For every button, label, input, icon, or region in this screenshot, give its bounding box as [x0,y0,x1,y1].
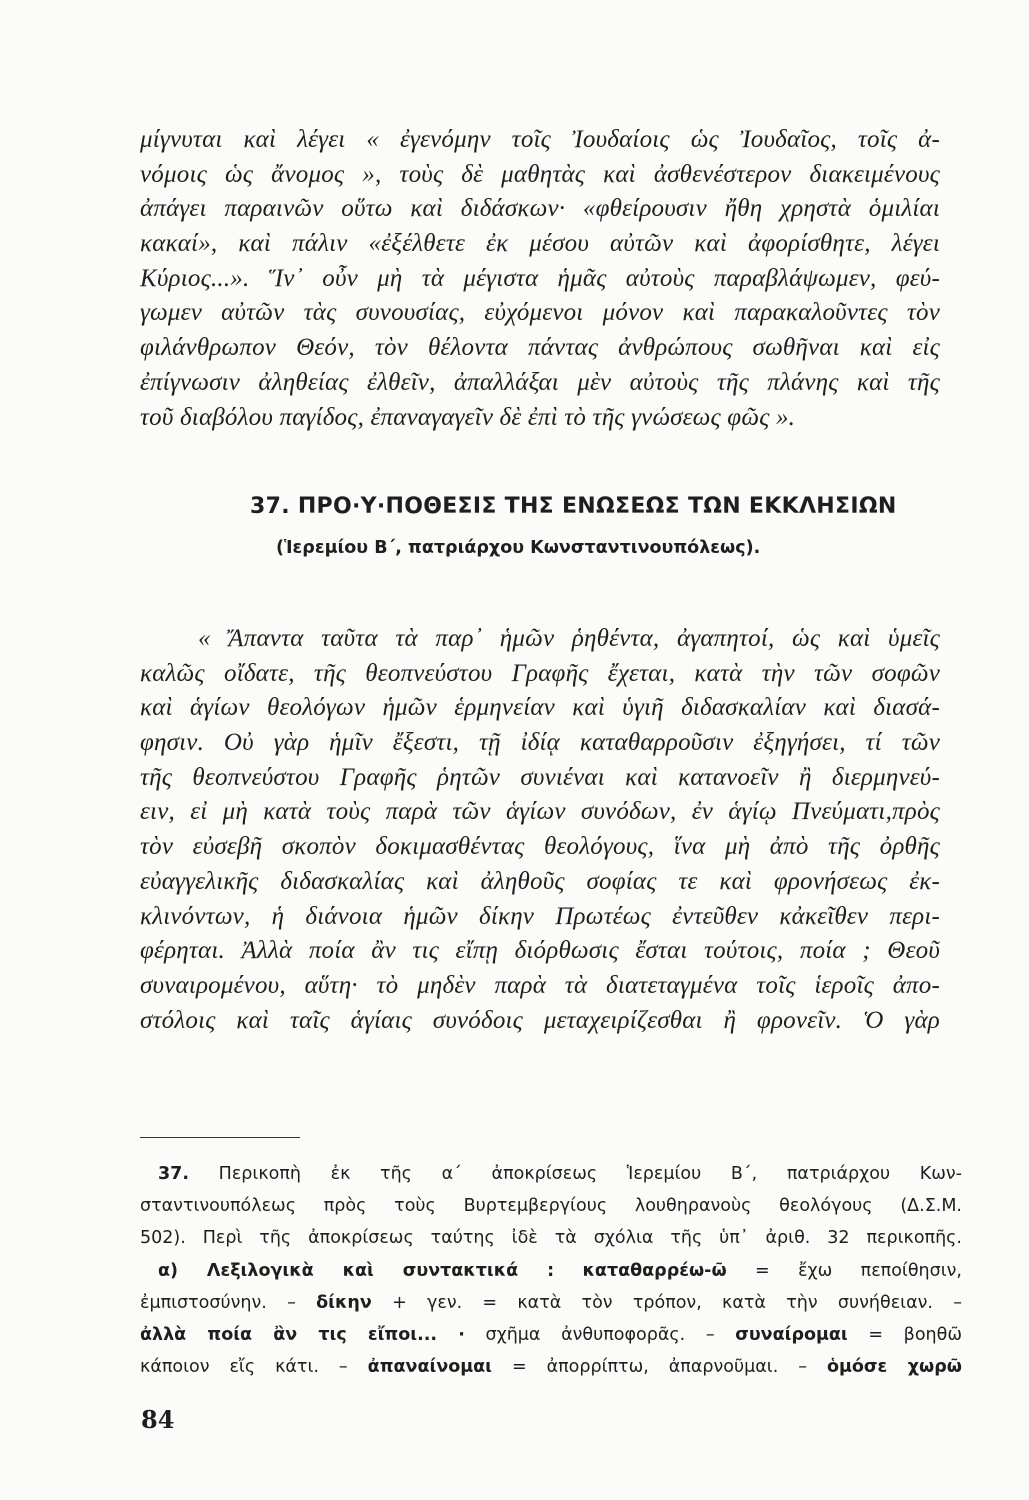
text-line: Κύριος...». Ἵν᾽ οὖν μὴ τὰ μέγιστα ἡμᾶς αὐτοὺς παραβλάψωμεν, φεύ- [140,264,940,292]
text-line: εὐαγγελικῆς διδασκαλίας καὶ ἀληθοῦς σοφίας τε καὶ φρονήσεως ἐκ- [140,867,940,895]
text-line: φέρηται. Ἀλλὰ ποία ἂν τις εἴπῃ διόρθωσις ἔσται τούτοις, ποία ; Θεοῦ [140,937,940,965]
text-block-top [140,123,940,435]
text-block-main [140,622,940,1038]
footnote-line [140,1351,962,1383]
text-line: ειν, εἰ μὴ κατὰ τοὺς παρὰ τῶν ἁγίων συνόδων, ἐν ἁγίῳ Πνεύματι,πρὸς [140,798,940,826]
text-line: « Ἄπαντα ταῦτα τὰ παρ᾽ ἡμῶν ῥηθέντα, ἀγαπητοί, ὡς καὶ ὑμεῖς [198,625,940,652]
text-line: ἀπάγει παραινῶν οὕτω καὶ διδάσκων· «φθείρουσιν ἤθη χρηστὰ ὁμιλίαι [140,195,940,223]
text-line: φησιν. Οὐ γὰρ ἡμῖν ἔξεστι, τῇ ἰδίᾳ καταθαρροῦσιν ἐξηγήσει, τί τῶν [140,729,940,757]
footnote-line: 502). Περὶ τῆς ἀποκρίσεως ταύτης ἰδὲ τὰ σχόλια τῆς ὑπ᾽ ἀριθ. 32 περικοπῆς. [140,1228,962,1249]
text-line: κλινόντων, ἡ διάνοια ἡμῶν δίκην Πρωτέως ἐντεῦθεν κἀκεῖθεν περι- [140,902,940,930]
text-line: κακαί», καὶ πάλιν «ἐξέλθετε ἐκ μέσου αὐτῶν καὶ ἀφορίσθητε, λέγει [140,230,940,258]
text-line: νόμοις ὡς ἄνομος », τοὺς δὲ μαθητὰς καὶ ἀσθενέστερον διακειμένους [140,160,940,188]
text-line: καλῶς οἴδατε, τῆς θεοπνεύστου Γραφῆς ἔχεται, κατὰ τὴν τῶν σοφῶν [140,659,940,687]
footnote-definition: = ἔχω πεποίθησιν, [755,1260,962,1281]
footnote-definition: = ἀπορρίπτω, ἀπαρνοῦμαι. – [511,1357,807,1378]
footnote-term: δίκην [316,1292,372,1313]
footnote-line [140,1319,962,1351]
footnote-block [140,1158,962,1383]
footnote-term: ἀπαναίνομαι [367,1357,492,1378]
text-line: φιλάνθρωπον Θεόν, τὸν θέλοντα πάντας ἀνθρώπους σωθῆναι καὶ εἰς [140,334,940,362]
page-number: 84 [141,1405,175,1434]
footnote-text: Περικοπὴ ἐκ τῆς α΄ ἀποκρίσεως Ἱερεμίου Β΄, πατριάρχου Κων- [218,1164,962,1184]
footnote-definition: + γεν. = κατὰ τὸν τρόπον, κατὰ τὴν συνήθειαν. – [392,1292,962,1313]
footnote-definition: κάποιον εἴς κάτι. – [140,1357,348,1378]
text-line: στόλοις καὶ ταῖς ἁγίαις συνόδοις μεταχειρίζεσθαι ἢ φρονεῖν. Ὁ γὰρ [140,1006,940,1034]
text-line: τοῦ διαβόλου παγίδος, ἐπαναγαγεῖν δὲ ἐπὶ τὸ τῆς γνώσεως φῶς ». [140,403,796,431]
footnote-definition: σχῆμα ἀνθυποφορᾶς. – [485,1324,715,1345]
footnote-label: α) Λεξιλογικὰ καὶ συντακτικά : [158,1260,555,1281]
footnote-line [140,1287,962,1319]
footnote-term: καταθαρρέω-ῶ [582,1260,727,1281]
footnote-number: 37. [158,1164,190,1184]
footnote-term: ἀλλὰ ποία ἂν τις εἴποι... · [140,1324,465,1345]
footnote-divider [140,1137,300,1138]
footnote-definition: = βοηθῶ [868,1324,962,1345]
footnote-definition: ἐμπιστοσύνην. – [140,1292,296,1313]
section-heading: 37. ΠΡΟ·Υ·ΠΟΘΕΣΙΣ ΤΗΣ ΕΝΩΣΕΩΣ ΤΩΝ ΕΚΚΛΗΣΙΩΝ [250,494,897,519]
footnote-line [140,1158,962,1190]
text-line: μίγνυται καὶ λέγει « ἐγενόμην τοῖς Ἰουδαίοις ὡς Ἰουδαῖος, τοῖς ἀ- [140,126,940,153]
text-line: ἐπίγνωσιν ἀληθείας ἐλθεῖν, ἀπαλλάξαι μὲν αὐτοὺς τῆς πλάνης καὶ τῆς [140,368,940,396]
footnote-term: ὁμόσε χωρῶ [826,1357,962,1378]
footnote-line: σταντινουπόλεως πρὸς τοὺς Βυρτεμβεργίους λουθηρανοὺς θεολόγους (Δ.Σ.Μ. [140,1196,962,1217]
text-line: τῆς θεοπνεύστου Γραφῆς ῥητῶν συνιέναι καὶ κατανοεῖν ἢ διερμηνεύ- [140,763,940,791]
text-line: τὸν εὐσεβῆ σκοπὸν δοκιμασθέντας θεολόγους, ἵνα μὴ ἀπὸ τῆς ὀρθῆς [140,833,940,861]
text-line: συναιρομένου, αὕτη· τὸ μηδὲν παρὰ τὰ διατεταγμένα τοῖς ἱεροῖς ἀπο- [140,971,940,999]
section-subheading: (Ἱερεμίου Β΄, πατριάρχου Κωνσταντινουπόλεως). [276,538,761,558]
text-line: γωμεν αὐτῶν τὰς συνουσίας, εὐχόμενοι μόνον καὶ παρακαλοῦντες τὸν [140,299,940,327]
footnote-line [140,1255,962,1287]
text-line: καὶ ἁγίων θεολόγων ἡμῶν ἑρμηνείαν καὶ ὑγιῆ διδασκαλίαν καὶ διασά- [140,694,940,722]
footnote-term: συναίρομαι [735,1324,848,1345]
